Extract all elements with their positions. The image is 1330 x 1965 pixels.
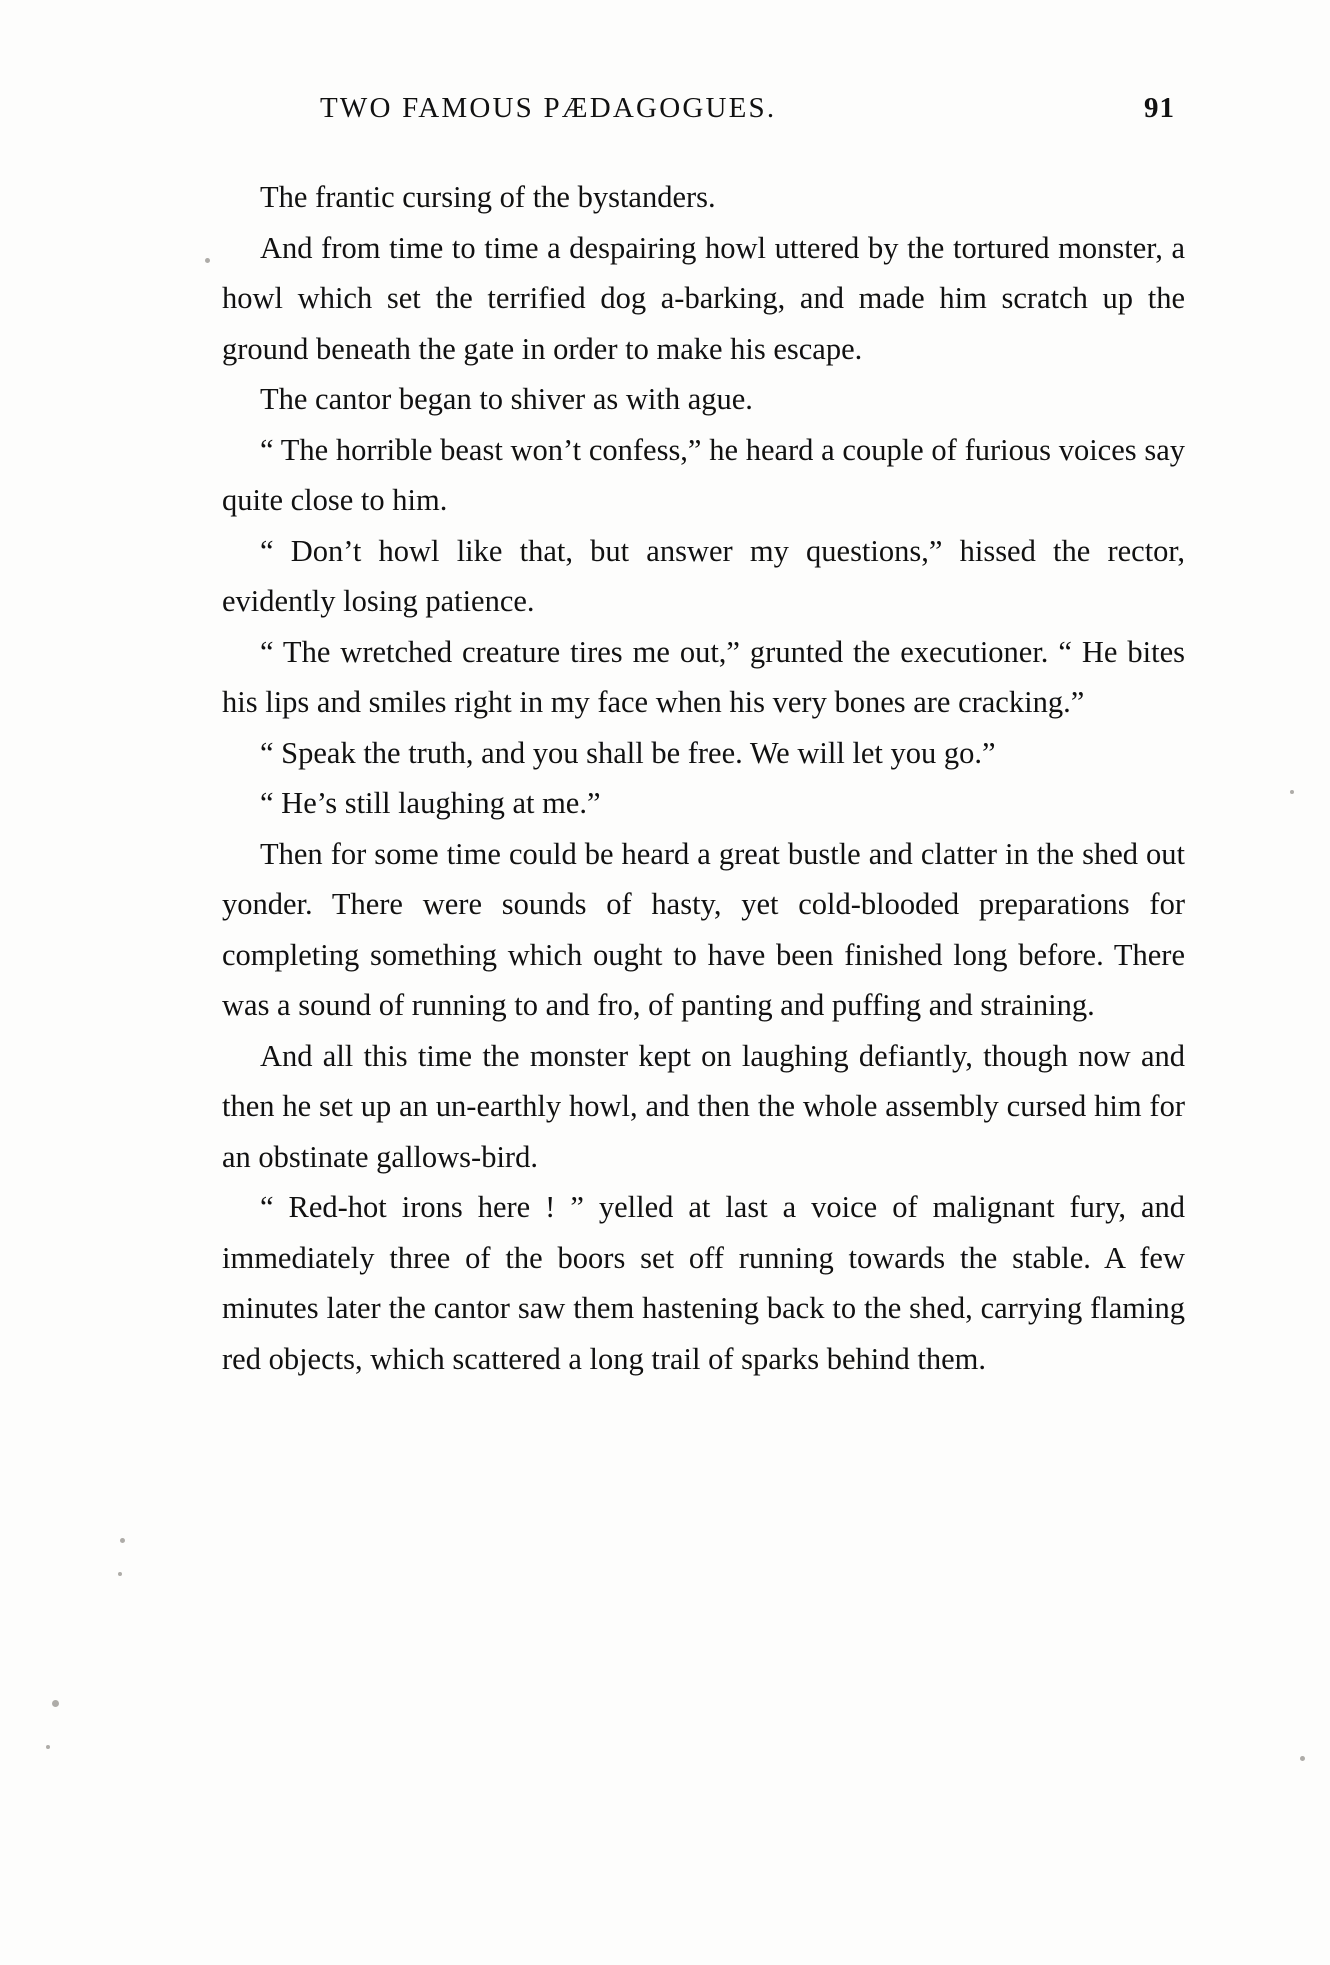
paragraph: “ Don’t howl like that, but answer my questions,” hissed the rector, evidently losing patience. [222, 533, 1185, 618]
paragraph: And all this time the monster kept on laughing defiantly, though now and then he set up an un-earthly howl, and then the whole assembly cursed him for an obstinate gallows-bird. [222, 1038, 1185, 1174]
page-title: TWO FAMOUS PÆDAGOGUES. [320, 92, 777, 124]
paragraph: “ The wretched creature tires me out,” grunted the executioner. “ He bites his lips and smiles right in my face when his very bones are cracking.” [222, 634, 1185, 719]
scan-speck [1290, 790, 1294, 794]
paragraph: The frantic cursing of the bystanders. [260, 180, 716, 214]
scan-speck [118, 1572, 122, 1576]
paragraph: “ The horrible beast won’t confess,” he heard a couple of furious voices say quite close to him. [222, 432, 1185, 517]
paragraph: “ Red-hot irons here ! ” yelled at last a voice of malignant fury, and immediately three of the boors set off running towards the stable. A few minutes later the cantor saw them hastening back to the shed, carrying flaming red objects, which scattered a long trail of sparks behind them. [222, 1190, 1185, 1376]
running-head [215, 92, 1175, 125]
scan-speck [46, 1745, 50, 1749]
scan-speck [205, 258, 210, 263]
paragraph: “ He’s still laughing at me.” [260, 786, 601, 820]
page-number: 91 [1144, 92, 1175, 124]
scan-speck [120, 1538, 125, 1543]
body-text [222, 172, 1185, 1384]
paragraph: Then for some time could be heard a great bustle and clatter in the shed out yonder. There were sounds of hasty, yet cold-blooded preparations for completing something which ought to have been finished long before. There was a sound of running to and fro, of panting and puffing and straining. [222, 836, 1185, 1022]
paragraph: “ Speak the truth, and you shall be free. We will let you go.” [260, 735, 996, 770]
scan-speck [52, 1700, 59, 1707]
paragraph: The cantor began to shiver as with ague. [260, 382, 753, 416]
scan-speck [1300, 1756, 1305, 1761]
paragraph: And from time to time a despairing howl uttered by the tortured monster, a howl which set the terrified dog a-barking, and made him scratch up the ground beneath the gate in order to make his escape. [222, 230, 1185, 366]
